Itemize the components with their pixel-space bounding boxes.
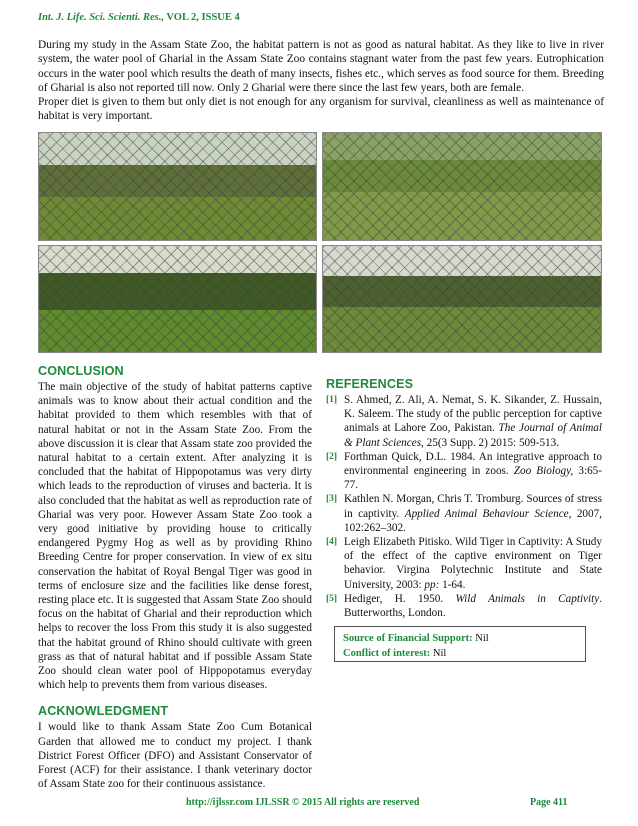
chain-link-fence: [323, 246, 601, 352]
reference-journal: Zoo Biology,: [513, 465, 574, 478]
right-column: [326, 377, 602, 620]
reference-number: [2]: [326, 451, 338, 462]
financial-support-value: Nil: [472, 633, 489, 644]
page-number: Page 411: [530, 797, 568, 808]
journal-name: Int. J. Life. Sci. Scienti. Res.,: [38, 12, 164, 23]
reference-details: . Butterworths, London.: [344, 592, 602, 620]
running-head: [38, 12, 240, 23]
left-column: [38, 364, 312, 791]
chain-link-fence: [39, 133, 316, 240]
volume-issue: VOL 2, ISSUE 4: [164, 12, 240, 23]
gharial-enclosure-photo-2: [322, 132, 602, 241]
reference-text: S. Ahmed, Z. Ali, A. Nemat, S. K. Sikander, Z. Hussain, K. Saleem. The study of the public perception for captive animals at Lahore Zoo, Pakistan.: [344, 394, 602, 435]
reference-number: [1]: [326, 395, 338, 405]
reference-details: , 25(3 Supp. 2) 2015: 509-513.: [421, 436, 560, 449]
acknowledgment-heading: ACKNOWLEDGMENT: [38, 704, 169, 719]
financial-support-line: [343, 631, 577, 646]
chain-link-fence: [39, 246, 316, 352]
reference-item: [326, 535, 602, 592]
reference-details: 3:65-77.: [344, 465, 602, 492]
reference-list: [326, 393, 602, 620]
reference-text: Forthman Quick, D.L. 1984. An integrative approach to environmental engineering in zoos.: [344, 450, 602, 478]
conflict-of-interest-value: Nil: [430, 648, 447, 659]
reference-details: 2007, 102:262–302.: [344, 507, 602, 534]
reference-item: [326, 393, 602, 450]
reference-journal: Wild Animals in Captivity: [455, 592, 600, 605]
gharial-enclosure-photo-1: [38, 132, 317, 241]
reference-text: Leigh Elizabeth Pitisko. Wild Tiger in Captivity: A Study of the effect of the captive environment on Tiger behavior. Virgina Polytechnic Institute and State University, 2003:: [344, 536, 602, 591]
reference-number: [3]: [326, 494, 338, 505]
gharial-enclosure-photo-3: [38, 245, 317, 353]
reference-item: [326, 592, 602, 620]
footer-copyright: http://ijlssr.com IJLSSR © 2015 All rights are reserved: [186, 797, 420, 808]
reference-number: [5]: [326, 593, 338, 604]
gharial-enclosure-photo-4: [322, 245, 602, 353]
conclusion-text: The main objective of the study of habitat patterns captive animals was to know about their actual condition and the habitat provided to them which resembles with that of natural habitat or not in the Assam State Zoo. From the above discussion it is clear that Assam state zoo provided the natural habitat to a certain extent. After analyzing it is concluded that the habitat of Hippopotamus was very dirty which leads to the reproduction of viruses and bacteria. It is also concluded that the habitat as well as reproduction rate of Gharial was very poor. However Assam State Zoo took a very good initiative by providing house to critically endangered Pygmy Hog as well as by providing Rhino Breeding Centre for proper conservation. In view of ex situ conservation the habitat of Royal Bengal Tiger was good in terms of enclosure size and the facilities like dense forest, resting place etc. It is suggested that Assam State Zoo should focus on the habitat of Gharial and their reproduction which helps to recover the loss From this study it is also suggested that the habitat ground of Rhino should cultivate with green grass as that of natural habitat and if possible Assam State Zoo should clean water pool of Hippopotamus everyday which help to prevents them from various diseases.: [38, 381, 312, 692]
reference-details: 1-64.: [439, 578, 466, 591]
reference-journal: pp:: [424, 578, 440, 591]
reference-text: Hediger, H. 1950.: [344, 592, 456, 605]
intro-text: [38, 38, 604, 124]
conclusion-heading: CONCLUSION: [38, 364, 124, 378]
intro-paragraph-2: Proper diet is given to them but only diet is not enough for any organism for survival, cleanliness as well as maintenance of habitat is very important.: [38, 96, 604, 123]
financial-support-box: [334, 626, 586, 662]
chain-link-fence: [323, 133, 601, 240]
intro-paragraph-1: During my study in the Assam State Zoo, the habitat pattern is not as good as natural habitat. As they like to live in river system, the water pool of Gharial in the Assam State Zoo contains stagnant water from the past few years. Eutrophication occurs in the water pool which results the death of many insects, fishes etc., which serves as food source for them. Breeding of Gharial is also not reported till now. Only 2 Gharial were there since the last few years, both are female.: [38, 39, 604, 94]
acknowledgment-text: I would like to thank Assam State Zoo Cum Botanical Garden that allowed me to conduct my project. I thank District Forest Officer (DFO) and Assistant Conservator of Forest (ACF) for their assistance. I thank veterinary doctor of Assam State zoo for their continuous assistance.: [38, 721, 312, 791]
conflict-of-interest-line: [343, 646, 577, 661]
financial-support-label: Source of Financial Support:: [343, 633, 473, 644]
references-heading: REFERENCES: [326, 377, 414, 391]
reference-item: [326, 492, 602, 535]
reference-journal: Applied Animal Behaviour Science,: [404, 507, 572, 520]
reference-number: [4]: [326, 537, 338, 548]
reference-item: [326, 450, 602, 493]
reference-text: Kathlen N. Morgan, Chris T. Tromburg. Sources of stress in captivity.: [344, 493, 602, 520]
conflict-of-interest-label: Conflict of interest:: [343, 648, 431, 659]
reference-journal: The Journal of Animal & Plant Sciences: [344, 422, 603, 449]
